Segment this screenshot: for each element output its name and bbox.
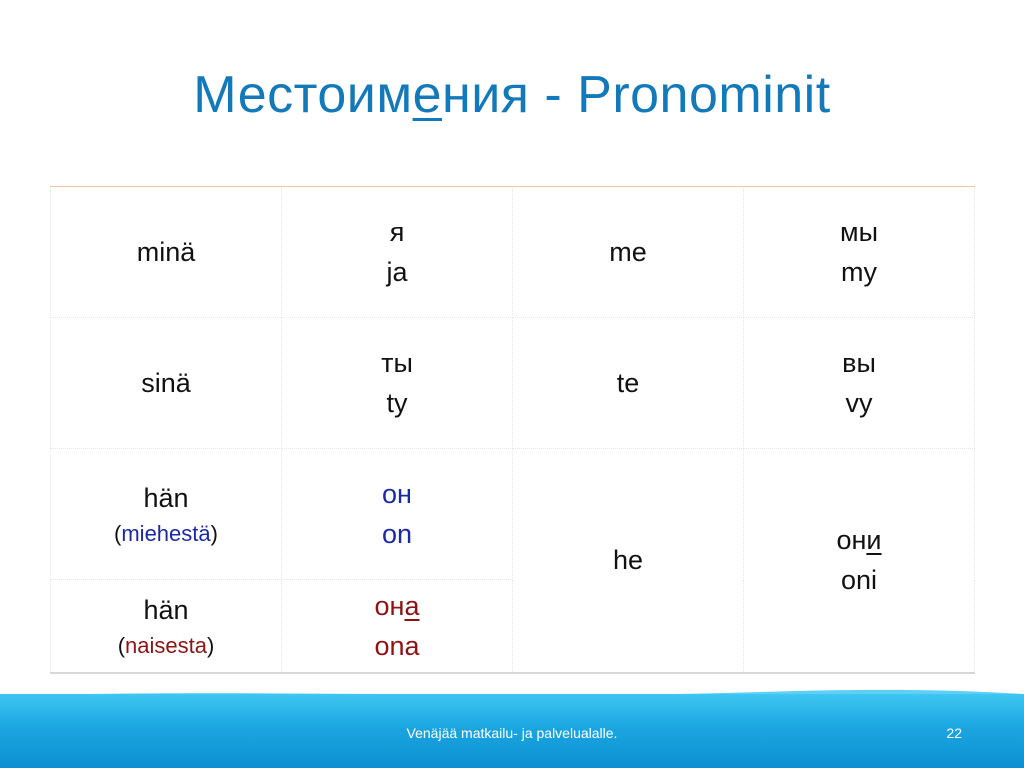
gender-note — [51, 518, 281, 550]
ru-pronoun-plural: мы — [840, 217, 878, 247]
ru-pronoun — [282, 586, 512, 626]
table-row — [51, 318, 975, 449]
cell-ru-feminine — [282, 580, 513, 673]
ru-transliteration: ja — [386, 257, 408, 287]
fi-pronoun: hän — [143, 594, 189, 625]
pronoun-table — [50, 186, 975, 674]
ru-transliteration: on — [381, 519, 413, 549]
title-stress-letter: е — [412, 66, 442, 124]
fi-pronoun: minä — [136, 237, 196, 267]
ru-plural-stem: он — [836, 525, 867, 556]
ru-transliteration: ona — [374, 630, 420, 661]
fi-pronoun-plural: me — [609, 237, 647, 267]
gender-note-text: miehestä — [121, 521, 211, 546]
table-row — [51, 449, 975, 580]
paren-close: ) — [206, 632, 215, 658]
title-part-1: Местоим — [193, 66, 413, 124]
ru-pronoun: он — [382, 479, 412, 509]
cell-fi-masculine — [51, 449, 282, 580]
cell-ru-singular — [282, 318, 513, 449]
cell-fi-feminine — [51, 580, 282, 673]
ru-pronoun-plural: вы — [842, 348, 876, 378]
page-number: 22 — [946, 725, 962, 741]
gender-note-text: naisesta — [125, 632, 207, 658]
cell-fi-plural — [513, 318, 744, 449]
cell-ru-plural — [744, 449, 975, 673]
footer-text: Venäjää matkailu- ja palvelualalle. — [406, 725, 618, 741]
ru-transliteration-plural: my — [841, 257, 877, 287]
cell-ru-plural — [744, 187, 975, 318]
title-part-2: ния - Pronominit — [442, 66, 831, 124]
cell-fi-singular — [51, 187, 282, 318]
ru-pronoun: я — [389, 217, 405, 247]
slide-title — [0, 62, 1024, 128]
cell-fi-plural — [513, 187, 744, 318]
ru-feminine-stem: он — [374, 590, 405, 621]
ru-transliteration-plural: oni — [840, 565, 878, 596]
cell-fi-plural — [513, 449, 744, 673]
cell-ru-plural — [744, 318, 975, 449]
ru-feminine-stress: а — [404, 590, 420, 621]
ru-pronoun-plural — [744, 520, 974, 560]
paren-open: ( — [114, 521, 122, 546]
fi-pronoun: sinä — [141, 368, 191, 398]
fi-pronoun-plural: te — [616, 368, 640, 398]
ru-transliteration-plural: vy — [845, 388, 873, 418]
paren-close: ) — [210, 521, 218, 546]
cell-fi-singular — [51, 318, 282, 449]
fi-pronoun-plural: he — [612, 545, 644, 576]
table-row — [51, 187, 975, 318]
cell-ru-singular — [282, 187, 513, 318]
fi-pronoun: hän — [143, 483, 189, 513]
cell-ru-masculine — [282, 449, 513, 580]
ru-pronoun: ты — [381, 348, 413, 378]
paren-open: ( — [117, 632, 126, 658]
ru-plural-stress: и — [866, 525, 882, 556]
ru-transliteration: ty — [386, 388, 408, 418]
gender-note — [51, 630, 281, 662]
